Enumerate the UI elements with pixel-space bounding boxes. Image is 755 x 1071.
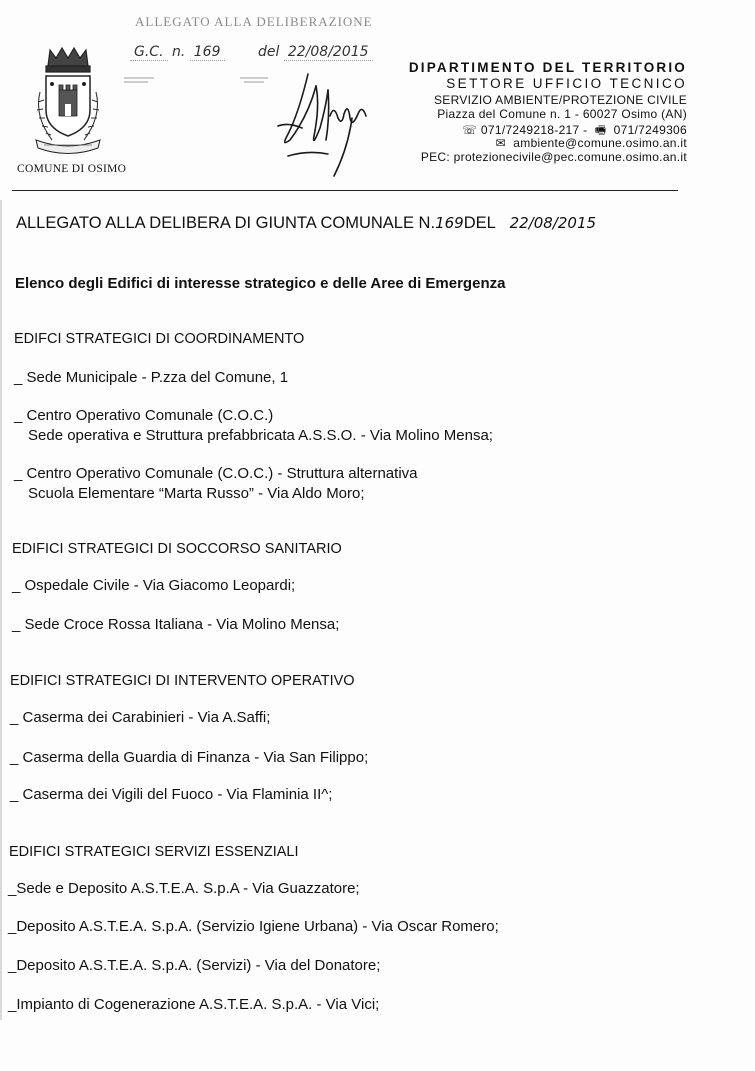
- stamp-del-label: del: [258, 44, 280, 60]
- list-item: _Sede e Deposito A.S.T.E.A. S.p.A - Via Guazzatore;: [8, 880, 360, 897]
- stamp-date-value: 22/08/2015: [284, 44, 373, 61]
- allegato-date: 22/08/2015: [509, 214, 597, 232]
- section-title-intervento-operativo: EDIFICI STRATEGICI DI INTERVENTO OPERATIVO: [10, 673, 355, 689]
- stamp-number: 169: [190, 44, 225, 61]
- allegato-line: [16, 214, 596, 233]
- header-divider: [12, 190, 678, 191]
- fax-icon: 🖷: [591, 123, 610, 137]
- list-item: _ Caserma dei Vigili del Fuoco - Via Flaminia II^;: [10, 786, 333, 803]
- section-title-servizi-essenziali: EDIFICI STRATEGICI SERVIZI ESSENZIALI: [9, 844, 299, 860]
- list-item: _ Centro Operativo Comunale (C.O.C.) - Struttura alternativa: [14, 465, 418, 482]
- document-title: Elenco degli Edifici di interesse strategico e delle Aree di Emergenza: [15, 275, 506, 292]
- stamp-n-label: n.: [171, 44, 186, 60]
- list-item-detail: Scuola Elementare “Marta Russo” - Via Aldo Moro;: [28, 485, 365, 502]
- department-pec: PEC: protezionecivile@pec.comune.osimo.an.it: [420, 150, 687, 164]
- department-email-line: [496, 136, 687, 150]
- allegato-stamp: ALLEGATO ALLA DELIBERAZIONE: [135, 14, 373, 29]
- stamp-gc-prefix: G.C.: [130, 44, 168, 61]
- phone-icon: ☏: [461, 123, 478, 137]
- coat-of-arms-icon: [28, 44, 108, 162]
- allegato-del-label: DEL: [463, 214, 496, 232]
- stamp-gc-number: [130, 44, 225, 61]
- scan-edge-shadow: [0, 200, 2, 1020]
- list-item: _ Caserma della Guardia di Finanza - Via San Filippo;: [10, 749, 369, 766]
- list-item: _ Caserma dei Carabinieri - Via A.Saffi;: [10, 709, 271, 726]
- handwritten-signature: [268, 56, 388, 184]
- allegato-text: ALLEGATO ALLA DELIBERA DI GIUNTA COMUNALE N.: [16, 214, 436, 232]
- list-item: _Deposito A.S.T.E.A. S.p.A. (Servizio Igiene Urbana) - Via Oscar Romero;: [8, 918, 499, 935]
- department-subtitle: SETTORE UFFICIO TECNICO: [446, 76, 687, 91]
- section-title-coordinamento: EDIFCI STRATEGICI DI COORDINAMENTO: [14, 331, 305, 347]
- list-item: _ Sede Municipale - P.zza del Comune, 1: [14, 369, 289, 386]
- comune-name: COMUNE DI OSIMO: [17, 163, 127, 175]
- list-item-detail: Sede operativa e Struttura prefabbricata A.S.S.O. - Via Molino Mensa;: [28, 427, 493, 444]
- list-item: _Deposito A.S.T.E.A. S.p.A. (Servizi) - Via del Donatore;: [8, 957, 381, 974]
- department-service: SERVIZIO AMBIENTE/PROTEZIONE CIVILE: [434, 93, 687, 107]
- list-item: _ Centro Operativo Comunale (C.O.C.): [14, 407, 274, 424]
- list-item: _ Sede Croce Rossa Italiana - Via Molino Mensa;: [12, 616, 340, 633]
- list-item: _ Ospedale Civile - Via Giacomo Leopardi;: [12, 577, 296, 594]
- envelope-icon: ✉: [495, 136, 510, 150]
- allegato-number: 169: [435, 214, 464, 232]
- department-email: ambiente@comune.osimo.an.it: [513, 136, 687, 150]
- faint-stamp-marks: [122, 70, 272, 96]
- list-item: _Impianto di Cogenerazione A.S.T.E.A. S.p.A. - Via Vici;: [8, 996, 380, 1013]
- department-address: Piazza del Comune n. 1 - 60027 Osimo (AN): [437, 107, 687, 121]
- department-fax: 071/7249306: [613, 123, 687, 137]
- department-title: DIPARTIMENTO DEL TERRITORIO: [408, 60, 687, 75]
- section-title-soccorso-sanitario: EDIFICI STRATEGICI DI SOCCORSO SANITARIO: [12, 541, 342, 557]
- department-phone: 071/7249218-217 -: [480, 123, 588, 137]
